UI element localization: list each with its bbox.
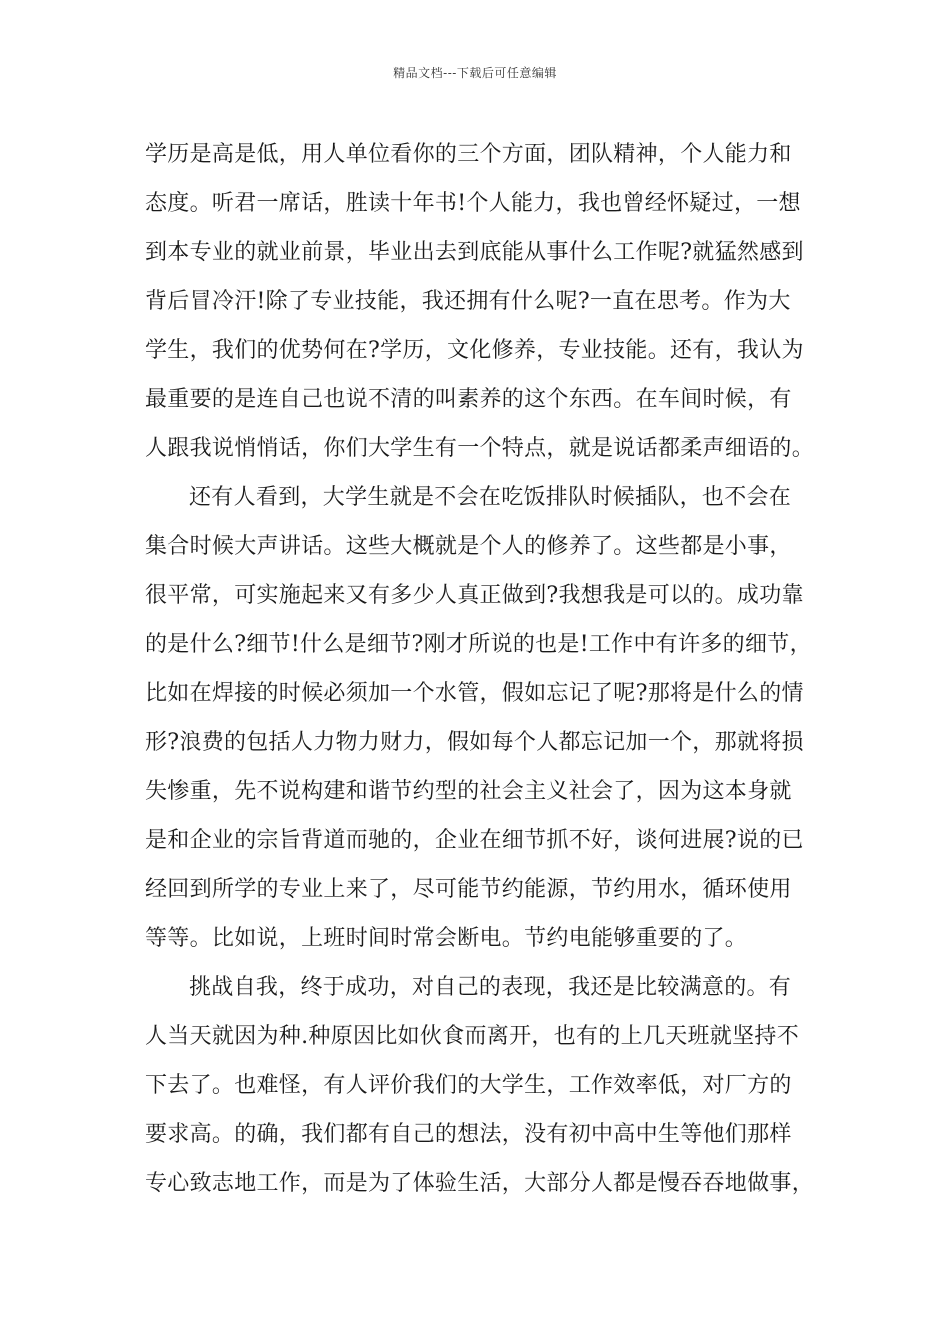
text-line: 的是什么?细节!什么是细节?刚才所说的也是!工作中有许多的细节，: [145, 632, 812, 657]
text-line: 态度。听君一席话，胜读十年书!个人能力，我也曾经怀疑过，一想: [145, 191, 801, 216]
document-body: [145, 130, 815, 1208]
text-line: 最重要的是连自己也说不清的叫素养的这个东西。在车间时候，有: [145, 387, 792, 412]
text-line: 比如在焊接的时候必须加一个水管，假如忘记了呢?那将是什么的情: [145, 681, 804, 706]
text-line: 背后冒冷汗!除了专业技能，我还拥有什么呢?一直在思考。作为大: [145, 289, 791, 314]
text-line: 集合时候大声讲话。这些大概就是个人的修养了。这些都是小事，: [145, 534, 792, 559]
text-line: 失惨重，先不说构建和谐节约型的社会主义社会了，因为这本身就: [145, 779, 792, 804]
text-line: 专心致志地工作，而是为了体验生活，大部分人都是慢吞吞地做事，: [145, 1171, 815, 1196]
text-line: 要求高。的确，我们都有自己的想法，没有初中高中生等他们那样: [145, 1122, 792, 1147]
text-line: 挑战自我，终于成功，对自己的表现，我还是比较满意的。有: [189, 975, 792, 1000]
text-line: 经回到所学的专业上来了，尽可能节约能源，节约用水，循环使用: [145, 877, 792, 902]
text-line: 人当天就因为种.种原因比如伙食而离开，也有的上几天班就坚持不: [145, 1024, 799, 1049]
text-line: 是和企业的宗旨背道而驰的，企业在细节抓不好，谈何进展?说的已: [145, 828, 804, 853]
text-line: 人跟我说悄悄话，你们大学生有一个特点，就是说话都柔声细语的。: [145, 436, 815, 461]
text-line: 学生，我们的优势何在?学历，文化修养，专业技能。还有，我认为: [145, 338, 804, 363]
text-line: 等等。比如说，上班时间时常会断电。节约电能够重要的了。: [145, 926, 748, 951]
text-line: 下去了。也难怪，有人评价我们的大学生，工作效率低，对厂方的: [145, 1073, 792, 1098]
text-line: 到本专业的就业前景，毕业出去到底能从事什么工作呢?就猛然感到: [145, 240, 804, 265]
page-header: 精品文档---下载后可任意编辑: [393, 66, 557, 80]
text-line: 形?浪费的包括人力物力财力，假如每个人都忘记加一个，那就将损: [145, 730, 804, 755]
text-line: 还有人看到，大学生就是不会在吃饭排队时候插队，也不会在: [189, 485, 792, 510]
text-line: 学历是高是低，用人单位看你的三个方面，团队精神，个人能力和: [145, 142, 792, 167]
text-line: 很平常，可实施起来又有多少人真正做到?我想我是可以的。成功靠: [145, 583, 804, 608]
